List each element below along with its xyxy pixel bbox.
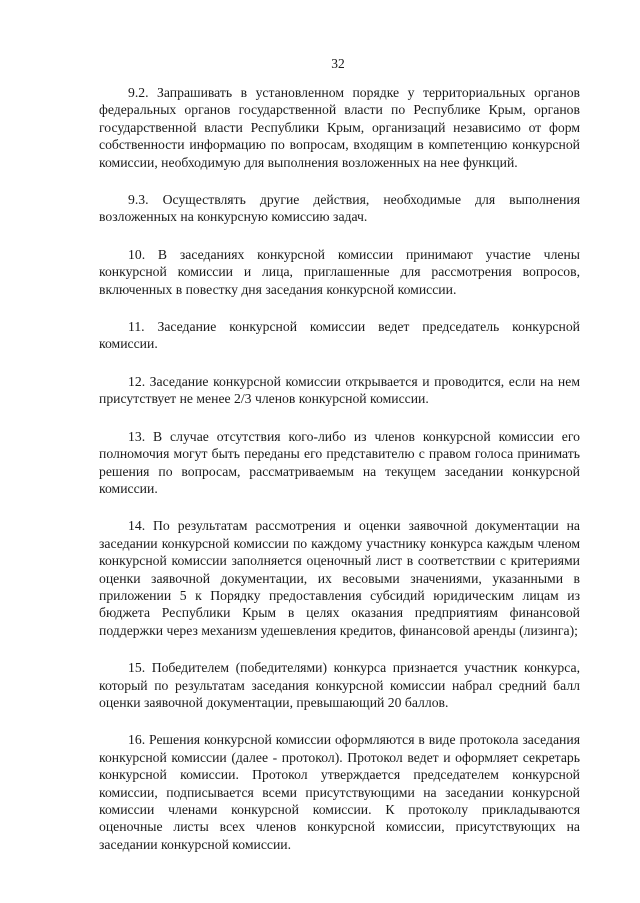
document-body xyxy=(99,84,580,873)
paragraph-10: 10. В заседаниях конкурсной комиссии принимают участие члены конкурсной комиссии и лица, приглашенные для рассмотрения вопросов, включенных в повестку дня заседания конкурсной комиссии. xyxy=(99,246,580,297)
paragraph-13: 13. В случае отсутствия кого-либо из членов конкурсной комиссии его полномочия могут быть переданы его представителю с правом голоса принимать решения по вопросам, рассматриваемым на текущем заседании конкурсной комиссии. xyxy=(99,428,580,496)
paragraph-9-3: 9.3. Осуществлять другие действия, необходимые для выполнения возложенных на конкурсную комиссию задач. xyxy=(99,192,580,225)
paragraph-14: 14. По результатам рассмотрения и оценки заявочной документации на заседании конкурсной комиссии по каждому участнику конкурса каждым членом конкурсной комиссии заполняется оценочный лист в соответствии с критериями оценки заявочной документации, их весовыми значениями, указанными в приложении 5 к Порядку предоставления субсидий юридическим лицам из бюджета Республики Крым в целях оказания предприятиям финансовой поддержки через механизм удешевления кредитов, финансовой аренды (лизинга); xyxy=(99,518,580,638)
paragraph-15: 15. Победителем (победителями) конкурса признается участник конкурса, который по результатам заседания конкурсной комиссии набрал средний балл оценки заявочной документации, превышающий 20 баллов. xyxy=(99,660,580,710)
paragraph-9-2: 9.2. Запрашивать в установленном порядке у территориальных органов федеральных органов государственной власти по Республике Крым, органов государственной власти Республики Крым, организаций независимо от форм собственности информацию по вопросам, входящим в компетенцию конкурсной комиссии, необходимую для выполнения возложенных на нее функций. xyxy=(99,85,580,170)
paragraph-16: 16. Решения конкурсной комиссии оформляются в виде протокола заседания конкурсной комиссии (далее - протокол). Протокол ведет и оформляет секретарь конкурсной комиссии. Протокол утверждается председателем конкурсной комиссии, подписывается всеми присутствующими на заседании конкурсной комиссии членами конкурсной комиссии. К протоколу прикладываются оценочные листы всех членов конкурсной комиссии, присутствующих на заседании конкурсной комиссии. xyxy=(99,732,580,852)
paragraph-11: 11. Заседание конкурсной комиссии ведет председатель конкурсной комиссии. xyxy=(99,319,580,352)
paragraph-12: 12. Заседание конкурсной комиссии открывается и проводится, если на нем присутствует не менее 2/3 членов конкурсной комиссии. xyxy=(99,373,580,407)
page-number: 32 xyxy=(331,56,345,71)
